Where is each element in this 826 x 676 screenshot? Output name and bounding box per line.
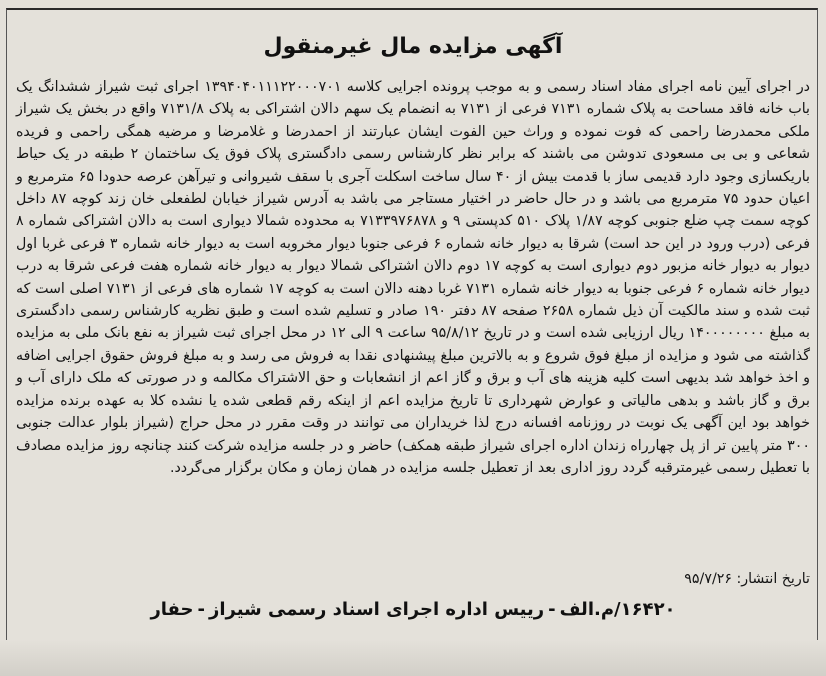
footer-code: ۱۶۴۲۰/م.الف	[559, 599, 676, 620]
footer-signatory: حفار	[150, 599, 194, 620]
notice-body: در اجرای آیین نامه اجرای مفاد اسناد رسمی و به موجب پرونده اجرایی کلاسه ۱۳۹۴۰۴۰۱۱۱۲۲۰۰۰۷۰۱ اجرای ثبت شیراز ششدانگ یک باب خانه فاقد مساحت به پلاک شماره ۷۱۳۱ فرعی از ۷۱۳۱ به انضمام یک سهم دالان اشتراکی به پلاک ۷۱۳۱/۸ واقع در بخش یک شیراز ملکی محمدرضا راحمی که فوت نموده و وراث حین الفوت ایشان عبارتند از احمدرضا و غلامرضا و مرضیه همگی راحمی و فریده شعاعی و بی بی مسعودی تدوشن می باشند که برابر نظر کارشناس رسمی دادگستری پلاک فوق یک ساختمان ۲ طبقه در یک حیاط باریکسازی وجود دارد قدیمی ساز با قدمت بیش از ۴۰ سال ساخت اسکلت آجری با سقف شیروانی و تیرآهن عرصه حدودا ۶۵ مترمربع و اعیان حدود ۷۵ مترمربع می باشد و در حال حاضر در اختیار مستاجر می باشد به آدرس شیراز خیابان لطفعلی خان زند کوچه ۸۷ داخل کوچه سمت چپ ضلع جنوبی کوچه ۱/۸۷ پلاک ۵۱۰ کدپستی ۹ و ۷۱۳۳۹۷۶۸۷۸ به محدوده شمالا دیواری است به دالان اشتراکی شماره ۸ فرعی (درب ورود در این حد است) شرقا به دیوار خانه شماره ۶ فرعی جنوبا دیوار مخروبه است به دیوار خانه شماره ۳ فرعی غربا اول دیوار به دیوار خانه مزبور دوم دیواری است به کوچه ۱۷ دوم دالان اشتراکی شمالا دیوار به دیوار خانه شماره هفت فرعی شرقا به درب دیوار خانه شماره ۶ فرعی جنوبا به دیوار خانه شماره ۷۱۳۱ غربا دهنه دالان است به کوچه ۱۷ شماره های فرعی از ۷۱۳۱ اصلی است که ثبت شده و سند مالکیت آن ذیل شماره ۲۶۵۸ صفحه ۸۷ دفتر ۱۹۰ صادر و تسلیم شده است و طبق نظریه کارشناس رسمی دادگستری به مبلغ ۱۴۰۰۰۰۰۰۰۰ ریال ارزیابی شده است و در تاریخ ۹۵/۸/۱۲ ساعت ۹ الی ۱۲ در محل اجرای ثبت شیراز به نفع بانک ملی به مزایده گذاشته می شود و مزایده از مبلغ فوق شروع و به بالاترین مبلغ پیشنهادی نقدا به فروش می رسد و به مبلغ فروش حقوق اجرایی اضافه و اخذ خواهد شد بدیهی است کلیه هزینه های آب و برق و گاز اعم از انشعابات و حق الاشتراک مکالمه و در صورتی که ملک دارای آب و برق و گاز باشد و بدهی مالیاتی و عوارض شهرداری تا تاریخ مزایده اعم از اینکه رقم قطعی شده یا نشده کلا به عهده برنده مزایده خواهد بود این آگهی یک نوبت در روزنامه افسانه درج لذا خریداران می توانند در وقت مقرر در محل حراج (شیراز بلوار عدالت جنوبی ۳۰۰ متر پایین تر از پل چهارراه زندان اداره اجرای شیراز طبقه همکف) حاضر و در جلسه مزایده شرکت کنند چنانچه روز مزایده مصادف با تعطیل رسمی غیرمترقبه گردد روز اداری بعد از تعطیل جلسه مزایده در همان زمان و مکان برگزار می‌گردد.	[16, 79, 811, 476]
notice-footer	[0, 592, 826, 628]
publish-date: تاریخ انتشار: ۹۵/۷/۲۶	[684, 571, 810, 587]
footer-separator: -	[548, 599, 556, 620]
footer-official: رییس اداره اجرای اسناد رسمی شیراز	[208, 599, 545, 620]
footer-dash: -	[197, 599, 205, 620]
page-bottom-edge	[0, 640, 826, 676]
notice-title: آگهی مزایده مال غیرمنقول	[263, 34, 563, 59]
